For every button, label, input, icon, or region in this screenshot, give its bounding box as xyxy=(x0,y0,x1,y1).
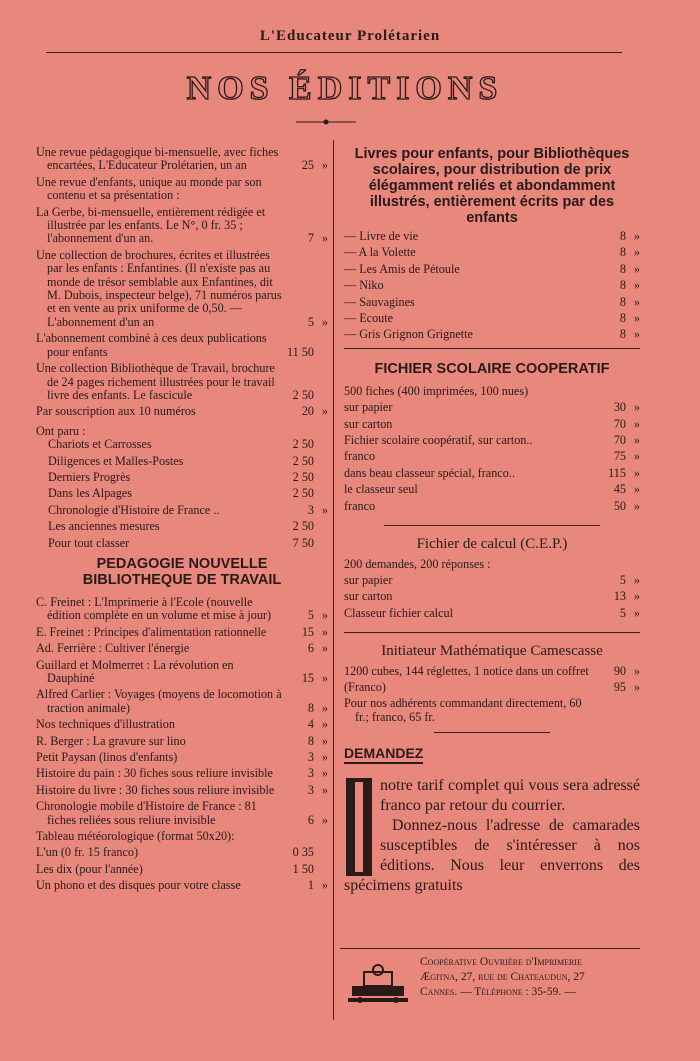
price-entry xyxy=(36,879,328,892)
entry-text: — Gris Grignon Grignette xyxy=(344,327,473,342)
price-entry xyxy=(48,520,328,533)
entry-price: 13 xyxy=(613,589,626,604)
entry-price: 70 xyxy=(613,433,626,448)
price-entry xyxy=(36,332,328,359)
entry-price: 50 xyxy=(613,498,626,513)
ont-paru-label: Ont paru : xyxy=(36,423,86,438)
entry-price: 5 xyxy=(619,572,626,587)
entry-text: Fichier scolaire coopératif, sur carton.. xyxy=(344,433,533,448)
entry-price: 3 xyxy=(307,750,314,765)
price-entry xyxy=(344,500,640,513)
price-entry xyxy=(36,405,328,418)
entry-currency-mark: » xyxy=(321,641,328,656)
entry-text: Nos techniques d'illustration xyxy=(36,717,175,732)
price-entry xyxy=(36,362,328,402)
entry-price: 7 50 xyxy=(292,535,314,550)
price-entry xyxy=(344,246,640,259)
price-entry xyxy=(344,665,640,678)
price-entry xyxy=(344,312,640,325)
entry-text: sur papier xyxy=(344,400,393,415)
entry-text: 500 fiches (400 imprimées, 100 nues) xyxy=(344,383,529,398)
demandez-text-1: notre tarif complet qui vous sera adressé franco par retour du courrier. xyxy=(380,776,640,814)
entry-currency-mark: » xyxy=(321,671,328,685)
printing-press-logo-icon xyxy=(346,962,410,1006)
footer-rule xyxy=(340,948,640,949)
entry-currency-mark: » xyxy=(633,311,640,326)
price-entry xyxy=(344,385,640,398)
calcul-list xyxy=(344,558,640,621)
entry-currency-mark: » xyxy=(633,278,640,293)
price-entry xyxy=(36,830,328,843)
entry-currency-mark: » xyxy=(321,608,328,623)
entry-currency-mark: » xyxy=(633,572,640,587)
price-entry xyxy=(36,659,328,686)
entry-price: 8 xyxy=(619,261,626,276)
entry-currency-mark: » xyxy=(321,314,328,329)
entry-price: 2 50 xyxy=(292,519,314,534)
pedagogie-heading: PEDAGOGIE NOUVELLE BIBLIOTHEQUE DE TRAVAIL xyxy=(82,555,282,588)
entry-text: Histoire du livre : 30 fiches sous reliure invisible xyxy=(36,782,275,797)
entry-currency-mark: » xyxy=(633,482,640,497)
price-entry xyxy=(344,401,640,414)
price-entry xyxy=(36,767,328,780)
left-entries xyxy=(36,146,328,419)
entry-text: sur carton xyxy=(344,589,393,604)
title-ornament-icon xyxy=(296,118,356,126)
entry-price: 2 50 xyxy=(292,453,314,468)
entry-currency-mark: » xyxy=(321,812,328,827)
entry-text: Derniers Progrès xyxy=(48,469,131,484)
entry-price: 5 xyxy=(619,605,626,620)
entry-text: — Niko xyxy=(344,278,384,293)
entry-price: 3 xyxy=(307,502,314,517)
entry-currency-mark: » xyxy=(633,294,640,309)
publisher-info xyxy=(420,955,640,1000)
entry-price: 2 50 xyxy=(292,387,314,402)
price-entry xyxy=(344,483,640,496)
entry-price: 8 xyxy=(619,245,626,260)
price-entry xyxy=(48,504,328,517)
entry-text: Histoire du pain : 30 fiches sous reliure invisible xyxy=(36,766,273,781)
entry-price: 5 xyxy=(307,314,314,329)
entry-text: Une collection de brochures, écrites et illustrées par les enfants : Enfantines. (Il n'existe pas au monde de trésor semblable aux Enfantines, dit M. Dubois, inspecteur belge), 71 numéros parus et en vente au prix uniforme de 0,50. — L'abonnement d'un an xyxy=(36,247,282,329)
entry-text: Diligences et Malles-Postes xyxy=(48,453,184,468)
demandez-heading: DEMANDEZ xyxy=(344,747,423,763)
entry-text: Alfred Carlier : Voyages (moyens de locomotion à traction animale) xyxy=(36,687,282,715)
entry-price: 8 xyxy=(307,733,314,748)
divider xyxy=(434,732,550,733)
price-entry xyxy=(48,455,328,468)
page-title: NOS ÉDITIONS xyxy=(186,70,504,107)
demandez-block xyxy=(344,776,640,896)
demandez-text-2: Donnez-nous l'adresse de camarades susceptibles de s'intéresser à nos éditions. Nous leur enverrons des spécimens gratuits xyxy=(344,816,640,894)
entry-text: Pour tout classer xyxy=(48,535,130,550)
entry-text: Chariots et Carrosses xyxy=(48,437,152,452)
entry-currency-mark: » xyxy=(321,717,328,732)
entry-price: 45 xyxy=(613,482,626,497)
entry-text: le classeur seul xyxy=(344,482,418,497)
entry-price: 8 xyxy=(619,294,626,309)
entry-currency-mark: » xyxy=(633,245,640,260)
entry-text: Par souscription aux 10 numéros xyxy=(36,404,196,419)
entry-text: Une revue pédagogique bi-mensuelle, avec fiches encartées, L'Educateur Prolétarien, un an xyxy=(36,145,279,173)
entry-text: — Sauvagines xyxy=(344,294,415,309)
divider xyxy=(344,632,640,633)
entry-price: 5 xyxy=(307,608,314,623)
entry-currency-mark: » xyxy=(633,229,640,243)
price-entry xyxy=(36,642,328,655)
price-entry xyxy=(36,146,328,173)
entry-price: 25 xyxy=(301,158,314,173)
fichier-list xyxy=(344,385,640,513)
entry-price: 3 xyxy=(307,782,314,797)
entry-currency-mark: » xyxy=(321,624,328,639)
entry-price: 30 xyxy=(613,400,626,415)
price-entry xyxy=(344,328,640,341)
entry-text: Une revue d'enfants, unique au monde par son contenu et sa présentation : xyxy=(36,174,262,203)
entry-text: sur papier xyxy=(344,572,393,587)
entry-text: 1200 cubes, 144 réglettes, 1 notice dans un coffret xyxy=(344,663,589,678)
entry-text: dans beau classeur spécial, franco.. xyxy=(344,465,515,480)
column-divider xyxy=(333,140,334,1020)
entry-currency-mark: » xyxy=(633,327,640,342)
entry-text: R. Berger : La gravure sur lino xyxy=(36,733,186,748)
entry-text: Guillard et Molmerret : La révolution en Dauphiné xyxy=(36,657,234,685)
divider xyxy=(384,525,600,526)
right-column xyxy=(344,146,640,896)
price-entry xyxy=(344,574,640,587)
price-entry xyxy=(36,718,328,731)
entry-price: 8 xyxy=(619,327,626,342)
entry-price: 15 xyxy=(301,671,314,685)
price-entry xyxy=(48,537,328,550)
entry-price: 3 xyxy=(307,766,314,781)
price-entry xyxy=(36,596,328,623)
entry-text: Tableau météorologique (format 50x20): xyxy=(36,829,235,844)
drop-cap-icon xyxy=(346,778,372,876)
books-list xyxy=(344,230,640,342)
entry-price: 8 xyxy=(619,311,626,326)
entry-price: 6 xyxy=(307,641,314,656)
price-entry xyxy=(344,434,640,447)
price-entry xyxy=(36,800,328,827)
entry-price: 90 xyxy=(613,663,626,678)
ont-paru-list xyxy=(36,438,328,550)
entry-currency-mark: » xyxy=(633,400,640,415)
entry-price: 11 50 xyxy=(287,344,314,359)
entry-price: 95 xyxy=(613,679,626,694)
entry-text: sur carton xyxy=(344,416,393,431)
price-entry xyxy=(36,846,328,859)
price-entry xyxy=(36,863,328,876)
entry-price: 4 xyxy=(307,717,314,732)
price-entry xyxy=(344,697,640,724)
footer xyxy=(340,948,640,1000)
entry-price: 8 xyxy=(619,229,626,243)
price-entry xyxy=(36,688,328,715)
entry-price: 6 xyxy=(307,812,314,827)
divider xyxy=(344,348,640,349)
entry-price: 8 xyxy=(307,700,314,715)
entry-text: Un phono et des disques pour votre classe xyxy=(36,878,241,893)
price-entry xyxy=(48,487,328,500)
entry-text: Chronologie mobile d'Histoire de France : 81 fiches reliées sous reliure invisible xyxy=(36,799,257,827)
entry-text: L'abonnement combiné à ces deux publications pour enfants xyxy=(36,331,267,359)
entry-text: — Les Amis de Pétoule xyxy=(344,261,460,276)
entry-currency-mark: » xyxy=(633,465,640,480)
header-rule xyxy=(46,52,622,53)
entry-text: Ad. Ferrière : Cultiver l'énergie xyxy=(36,641,190,656)
entry-text: 200 demandes, 200 réponses : xyxy=(344,556,491,571)
books-heading: Livres pour enfants, pour Bibliothèques scolaires, pour distribution de prix élégamment reliés et abondamment illustrés, entièrement écrits par des enfants xyxy=(354,146,630,226)
price-entry xyxy=(48,471,328,484)
price-entry xyxy=(36,249,328,329)
entry-price: 2 50 xyxy=(292,437,314,452)
entry-currency-mark: » xyxy=(321,700,328,715)
entry-text: Pour nos adhérents commandant directement, 60 fr.; franco, 65 fr. xyxy=(344,696,582,724)
price-entry xyxy=(48,438,328,451)
initiateur-heading: Initiateur Mathématique Camescasse xyxy=(381,643,603,660)
entry-currency-mark: » xyxy=(633,605,640,620)
price-entry xyxy=(36,735,328,748)
pedagogie-list xyxy=(36,596,328,893)
entry-text: Les dix (pour l'année) xyxy=(36,861,143,876)
entry-text: C. Freinet : L'Imprimerie à l'Ecole (nouvelle édition complète en un volume et mise à jour) xyxy=(36,594,272,623)
entry-currency-mark: » xyxy=(633,433,640,448)
price-entry xyxy=(344,681,640,694)
entry-currency-mark: » xyxy=(633,498,640,513)
price-entry xyxy=(36,784,328,797)
entry-currency-mark: » xyxy=(633,679,640,694)
entry-text: franco xyxy=(344,449,376,464)
entry-text: E. Freinet : Principes d'alimentation rationnelle xyxy=(36,624,267,639)
entry-text: Une collection Bibliothèque de Travail, brochure de 24 pages richement illustrées pour le travail livre des enfants. Le fascicule xyxy=(36,361,275,402)
entry-price: 75 xyxy=(613,449,626,464)
entry-currency-mark: » xyxy=(633,416,640,431)
entry-text: (Franco) xyxy=(344,679,386,694)
entry-price: 70 xyxy=(613,416,626,431)
entry-price: 7 xyxy=(307,231,314,246)
price-entry xyxy=(344,450,640,463)
price-entry xyxy=(36,751,328,764)
entry-currency-mark: » xyxy=(321,766,328,781)
entry-price: 15 xyxy=(301,624,314,639)
entry-price: 1 xyxy=(307,878,314,893)
initiateur-list xyxy=(344,665,640,725)
price-entry xyxy=(344,558,640,571)
entry-currency-mark: » xyxy=(633,261,640,276)
entry-currency-mark: » xyxy=(633,589,640,604)
price-entry xyxy=(344,279,640,292)
entry-text: La Gerbe, bi-mensuelle, entièrement rédigée et illustrée par les enfants. Le N°, 0 fr. 35 ; l'abonnement d'un an. xyxy=(36,204,266,246)
fichier-heading: FICHIER SCOLAIRE COOPERATIF xyxy=(374,360,610,377)
entry-text: Chronologie d'Histoire de France .. xyxy=(48,502,220,517)
price-entry xyxy=(344,230,640,243)
entry-text: L'un (0 fr. 15 franco) xyxy=(36,845,139,860)
entry-currency-mark: » xyxy=(321,733,328,748)
entry-price: 2 50 xyxy=(292,469,314,484)
entry-text: Petit Paysan (linos d'enfants) xyxy=(36,750,178,765)
entry-price: 0 35 xyxy=(292,845,314,860)
publisher-address: Ægitna, 27, rue de Chateaudun, 27 xyxy=(420,971,585,983)
entry-currency-mark: » xyxy=(321,750,328,765)
price-entry xyxy=(36,176,328,203)
price-entry xyxy=(344,467,640,480)
entry-text: Dans les Alpages xyxy=(48,486,132,501)
price-entry xyxy=(344,418,640,431)
price-entry xyxy=(36,206,328,246)
entry-currency-mark: » xyxy=(321,158,328,173)
entry-currency-mark: » xyxy=(321,231,328,246)
entry-text: Classeur fichier calcul xyxy=(344,605,453,620)
left-column xyxy=(36,146,328,896)
entry-price: 8 xyxy=(619,278,626,293)
entry-text: — Livre de vie xyxy=(344,229,419,243)
entry-currency-mark: » xyxy=(321,878,328,893)
entry-currency-mark: » xyxy=(321,782,328,797)
entry-text: Les anciennes mesures xyxy=(48,519,160,534)
entry-currency-mark: » xyxy=(633,449,640,464)
entry-currency-mark: » xyxy=(633,663,640,678)
calcul-heading: Fichier de calcul (C.E.P.) xyxy=(416,536,568,553)
price-entry xyxy=(344,607,640,620)
entry-price: 1 50 xyxy=(292,861,314,876)
entry-text: — Ecoute xyxy=(344,311,394,326)
publisher-phone: Cannes. — Téléphone : 35-59. — xyxy=(420,986,576,998)
entry-text: franco xyxy=(344,498,376,513)
entry-currency-mark: » xyxy=(321,404,328,419)
price-entry xyxy=(344,263,640,276)
running-header: L'Educateur Prolétarien xyxy=(259,28,441,44)
price-entry xyxy=(36,626,328,639)
entry-price: 20 xyxy=(301,404,314,419)
entry-price: 2 50 xyxy=(292,486,314,501)
publisher-name: Coopérative Ouvrière d'Imprimerie xyxy=(420,956,582,968)
price-entry xyxy=(344,590,640,603)
price-entry xyxy=(344,296,640,309)
entry-currency-mark: » xyxy=(321,502,328,517)
entry-price: 115 xyxy=(608,465,626,480)
entry-text: — A la Volette xyxy=(344,245,416,260)
